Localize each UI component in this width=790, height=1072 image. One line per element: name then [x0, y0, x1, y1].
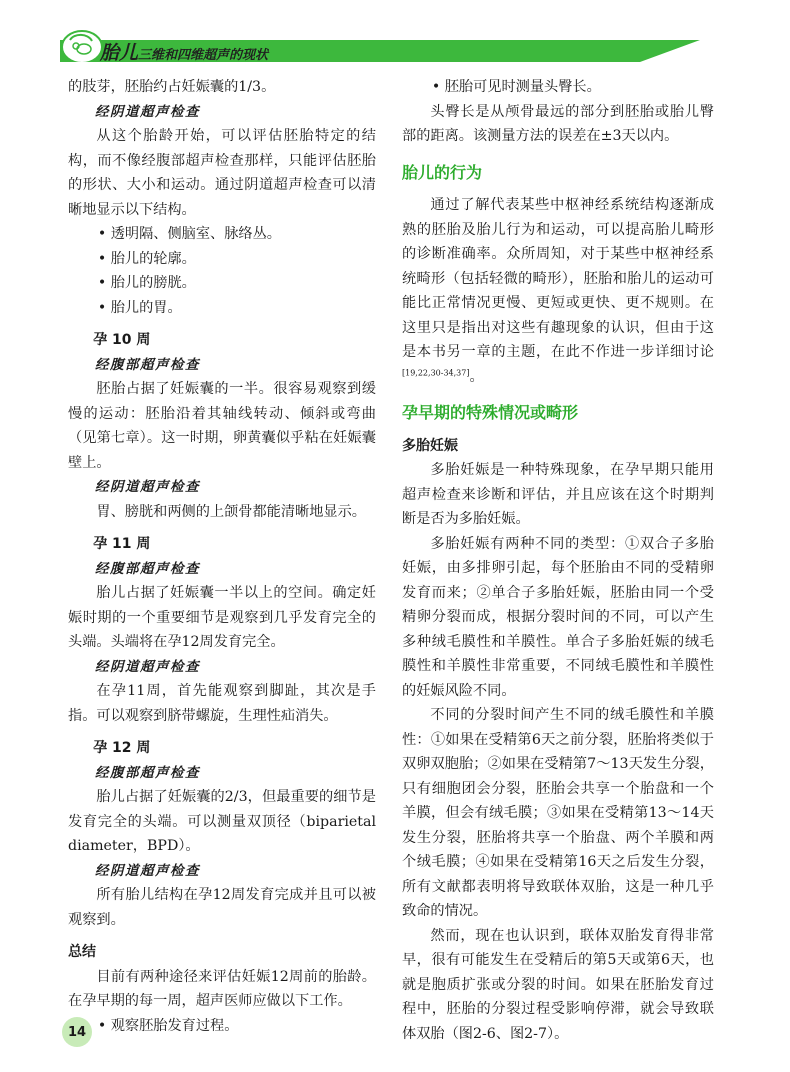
paragraph: 多胎妊娠有两种不同的类型：①双合子多胎妊娠，由多排卵引起，每个胚胎由不同的受精卵发育而来；②单合子多胎妊娠，胚胎由同一个受精卵分裂而成，根据分裂时间的不同，可以产生多种绒毛膜性和羊膜性。单合子多胎妊娠的绒毛膜性和羊膜性非常重要，不同绒毛膜性和羊膜性的妊娠风险不同。	[402, 535, 714, 699]
section-heading-special-cases: 孕早期的特殊情况或畸形	[402, 403, 579, 422]
paragraph: 在孕11周，首先能观察到脚趾，其次是手指。可以观察到脐带螺旋，生理性疝消失。	[68, 683, 376, 724]
bullet-item: • 观察胚胎发育过程。	[97, 1017, 239, 1034]
paragraph-end: 。	[469, 368, 484, 385]
fetus-logo-icon	[62, 31, 102, 62]
paragraph: 不同的分裂时间产生不同的绒毛膜性和羊膜性：①如果在受精第6天之前分裂，胚胎将类似于双卵双胞胎；②如果在受精第7～13天发生分裂，只有细胞团会分裂，胚胎会共享一个胎盘和一个羊膜，但会有绒毛膜；③如果在受精第13～14天发生分裂，胚胎将共享一个胎盘、两个羊膜和两个绒毛膜；④如果在受精第16天之后发生分裂，所有文献都表明将导致联体双胎，这是一种几乎致命的情况。	[402, 707, 714, 919]
header-title	[100, 38, 268, 65]
week-10-heading: 孕 10 周	[93, 332, 151, 348]
method-label: 经阴道超声检查	[95, 862, 200, 879]
header-title-sub: 三维和四维超声的现状	[138, 48, 269, 63]
header-title-main: 胎儿	[100, 42, 139, 64]
method-label: 经腹部超声检查	[95, 356, 200, 373]
subheading-multiple-pregnancy: 多胎妊娠	[402, 437, 458, 454]
paragraph: 头臀长是从颅骨最远的部分到胚胎或胎儿臀部的距离。该测量方法的误差在±3天以内。	[402, 103, 714, 144]
bullet-item: • 透明隔、侧脑室、脉络丛。	[97, 226, 281, 242]
paragraph: 的肢芽，胚胎约占妊娠囊的1/3。	[68, 79, 276, 95]
paragraph: 从这个胎龄开始，可以评估胚胎特定的结构，而不像经腹部超声检查那样，只能评估胚胎的形状、大小和运动。通过阴道超声检查可以清晰地显示以下结构。	[68, 128, 376, 218]
left-column	[68, 75, 376, 1038]
bullet-item: • 胚胎可见时测量头臀长。	[431, 79, 601, 95]
method-label: 经阴道超声检查	[95, 658, 200, 675]
paragraph: 胚胎占据了妊娠囊的一半。很容易观察到缓慢的运动：胚胎沿着其轴线转动、倾斜或弯曲（见第七章）。这一时期，卵黄囊似乎粘在妊娠囊壁上。	[68, 381, 376, 471]
page-number: 14	[62, 1017, 92, 1047]
citation: [19,22,30-34,37]	[402, 367, 470, 377]
right-column	[402, 75, 714, 1046]
method-label: 经腹部超声检查	[95, 560, 200, 577]
method-label: 经阴道超声检查	[95, 479, 200, 495]
bullet-item: • 胎儿的膀胱。	[97, 275, 196, 291]
paragraph-text: 通过了解代表某些中枢神经系统结构逐渐成熟的胚胎及胎儿行为和运动，可以提高胎儿畸形的诊断准确率。众所周知，对于某些中枢神经系统畸形（包括轻微的畸形），胚胎和胎儿的运动可能比正常情况更慢、更短或更快、更不规则。在这里只是指出对这些有趣现象的认识，但由于这是本书另一章的主题，在此不作进一步详细讨论	[402, 197, 714, 360]
paragraph: 多胎妊娠是一种特殊现象，在孕早期只能用超声检查来诊断和评估，并且应该在这个时期判断是否为多胎妊娠。	[402, 462, 714, 527]
bullet-item: • 胎儿的胃。	[97, 299, 182, 316]
method-label: 经腹部超声检查	[95, 764, 200, 781]
paragraph	[402, 193, 714, 389]
paragraph: 然而，现在也认识到，联体双胎发育得非常早，很有可能发生在受精后的第5天或第6天，也就是胞质扩张或分裂的时间。如果在胚胎发育过程中，胚胎的分裂过程受影响停滞，就会导致联体双胎（图2-6、图2-7）。	[402, 927, 714, 1042]
paragraph: 胎儿占据了妊娠囊的2/3，但最重要的细节是发育完全的头端。可以测量双顶径（biparietal diameter，BPD）。	[68, 789, 376, 854]
page-header	[0, 0, 790, 62]
week-11-heading: 孕 11 周	[93, 536, 151, 552]
paragraph: 目前有两种途径来评估妊娠12周前的胎龄。在孕早期的每一周，超声医师应做以下工作。	[68, 968, 376, 1009]
paragraph: 胃、膀胱和两侧的上颌骨都能清晰地显示。	[96, 503, 366, 520]
paragraph: 胎儿占据了妊娠囊一半以上的空间。确定妊娠时期的一个重要细节是观察到几乎发育完全的头端。头端将在孕12周发育完全。	[68, 585, 376, 650]
week-12-heading: 孕 12 周	[93, 740, 151, 756]
paragraph: 所有胎儿结构在孕12周发育完成并且可以被观察到。	[68, 887, 376, 928]
section-heading-fetal-behavior: 胎儿的行为	[402, 162, 483, 182]
method-label: 经阴道超声检查	[95, 103, 200, 120]
summary-heading: 总结	[68, 944, 96, 960]
bullet-item: • 胎儿的轮廓。	[97, 250, 196, 267]
